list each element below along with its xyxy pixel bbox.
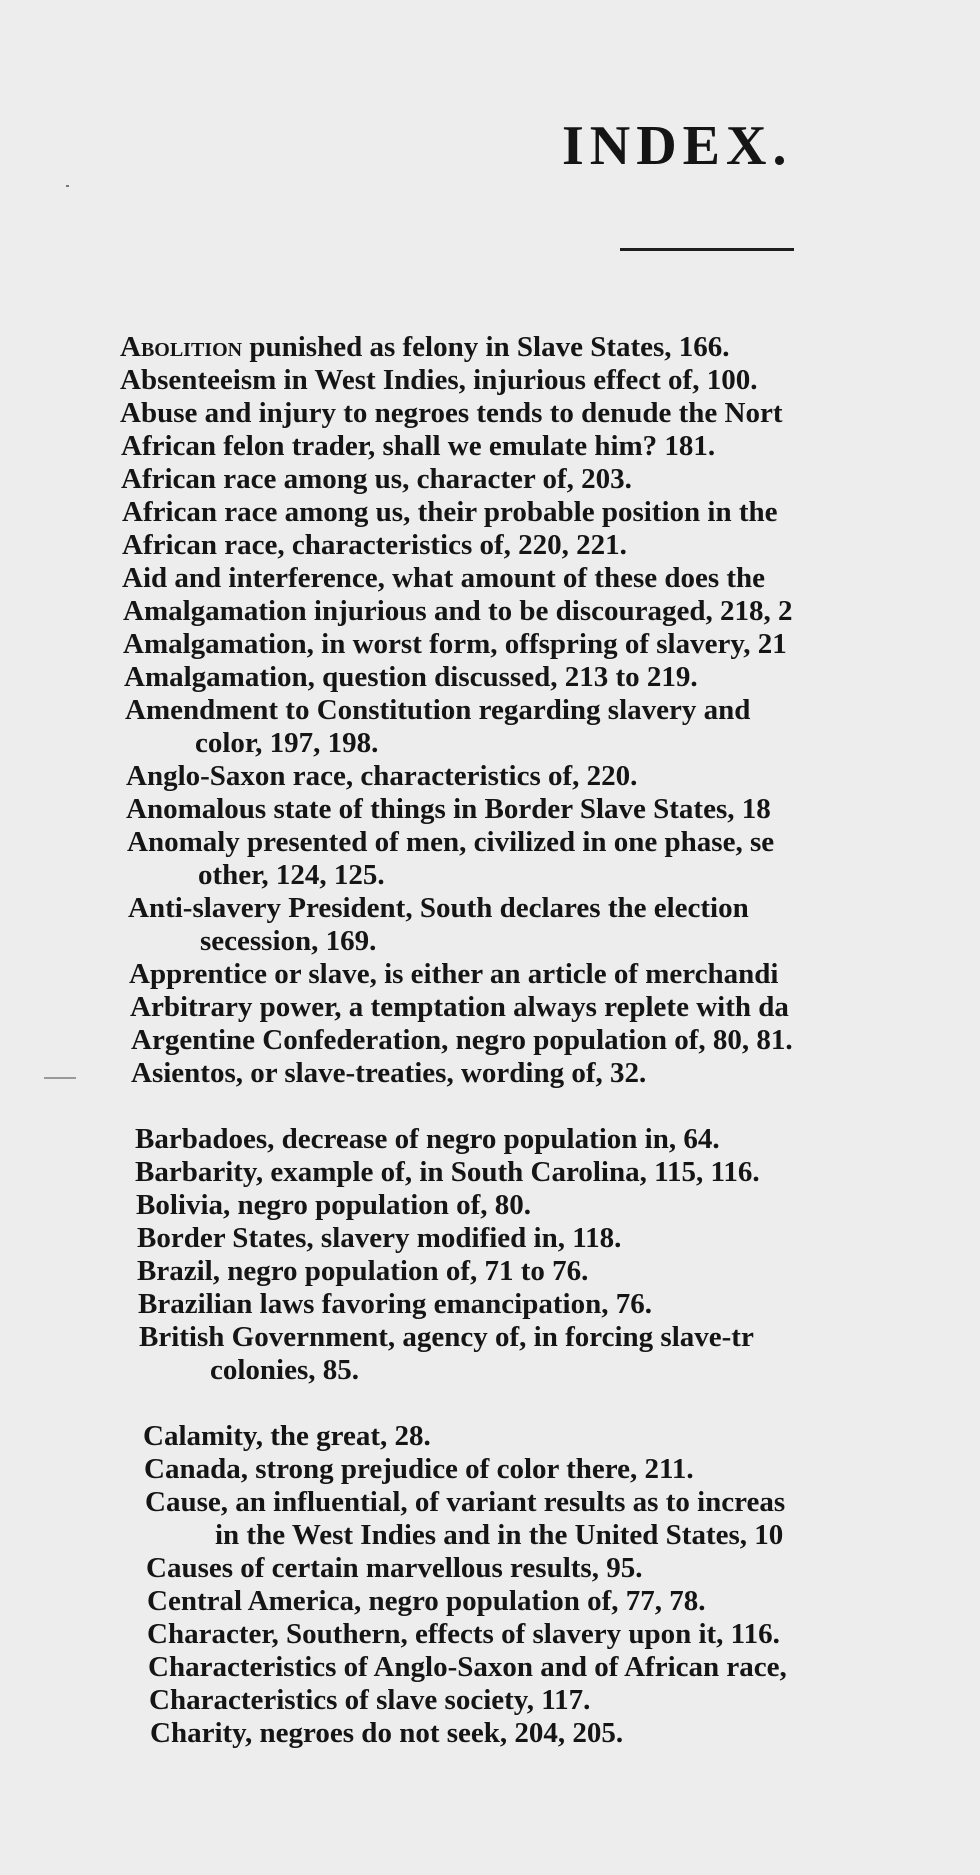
- index-entry: Calamity, the great, 28.: [143, 1420, 431, 1452]
- entry-lead: Abolition: [120, 331, 243, 363]
- entry-text: punished as felony in Slave States, 166.: [242, 331, 730, 363]
- index-entry: Central America, negro population of, 77, 78.: [147, 1585, 706, 1617]
- index-entry: Amendment to Constitution regarding slavery and: [125, 694, 751, 726]
- index-entry: Absenteeism in West Indies, injurious effect of, 100.: [120, 364, 758, 396]
- index-entry: Amalgamation, in worst form, offspring of slavery, 21: [123, 628, 787, 660]
- index-entry: Anomaly presented of men, civilized in one phase, se: [127, 826, 775, 858]
- index-entry: Anomalous state of things in Border Slave States, 18: [126, 793, 771, 825]
- index-entry: Asientos, or slave-treaties, wording of, 32.: [131, 1057, 647, 1089]
- index-entry: Arbitrary power, a temptation always replete with da: [130, 991, 789, 1023]
- page-title: INDEX.: [562, 115, 793, 177]
- index-entry: Anglo-Saxon race, characteristics of, 220.: [126, 760, 638, 792]
- index-entry: Anti-slavery President, South declares the election: [128, 892, 749, 924]
- index-entry: Aid and interference, what amount of these does the: [122, 562, 766, 594]
- index-entry: Charity, negroes do not seek, 204, 205.: [150, 1717, 624, 1749]
- index-entry: [120, 333, 730, 362]
- index-entry: Barbarity, example of, in South Carolina, 115, 116.: [135, 1156, 760, 1188]
- index-entry: Characteristics of Anglo-Saxon and of African race,: [148, 1651, 787, 1683]
- index-entry: Amalgamation injurious and to be discouraged, 218, 2: [123, 595, 793, 627]
- index-entry: Barbadoes, decrease of negro population in, 64.: [135, 1123, 720, 1155]
- index-entry: Bolivia, negro population of, 80.: [136, 1189, 532, 1221]
- index-entry: Argentine Confederation, negro population of, 80, 81.: [131, 1024, 793, 1056]
- index-entry: Brazilian laws favoring emancipation, 76.: [138, 1288, 652, 1320]
- index-entry: Abuse and injury to negroes tends to denude the Nort: [120, 397, 783, 429]
- index-entry: Character, Southern, effects of slavery upon it, 116.: [147, 1618, 780, 1650]
- index-entry: Amalgamation, question discussed, 213 to 219.: [124, 661, 698, 693]
- index-entry: Apprentice or slave, is either an article of merchandi: [129, 958, 779, 990]
- index-entry-continuation: colonies, 85.: [210, 1354, 360, 1386]
- index-entry: Brazil, negro population of, 71 to 76.: [137, 1255, 589, 1287]
- index-entry: Cause, an influential, of variant results as to increas: [145, 1486, 786, 1518]
- index-entry: Canada, strong prejudice of color there, 211.: [144, 1453, 694, 1485]
- index-entry: Causes of certain marvellous results, 95.: [146, 1552, 643, 1584]
- index-entry-continuation: color, 197, 198.: [195, 727, 379, 759]
- index-entry: Characteristics of slave society, 117.: [149, 1684, 591, 1716]
- index-entry: Border States, slavery modified in, 118.: [137, 1222, 622, 1254]
- index-entry-continuation: secession, 169.: [200, 925, 377, 957]
- index-entry-continuation: other, 124, 125.: [198, 859, 385, 891]
- index-entry: African race among us, their probable position in the: [122, 496, 778, 528]
- index-entry: British Government, agency of, in forcing slave-tr: [139, 1321, 754, 1353]
- index-entry: African race, characteristics of, 220, 221.: [122, 529, 627, 561]
- index-entry-continuation: in the West Indies and in the United States, 10: [215, 1519, 784, 1551]
- index-entry: African race among us, character of, 203.: [121, 463, 632, 495]
- index-entry: African felon trader, shall we emulate him? 181.: [121, 430, 716, 462]
